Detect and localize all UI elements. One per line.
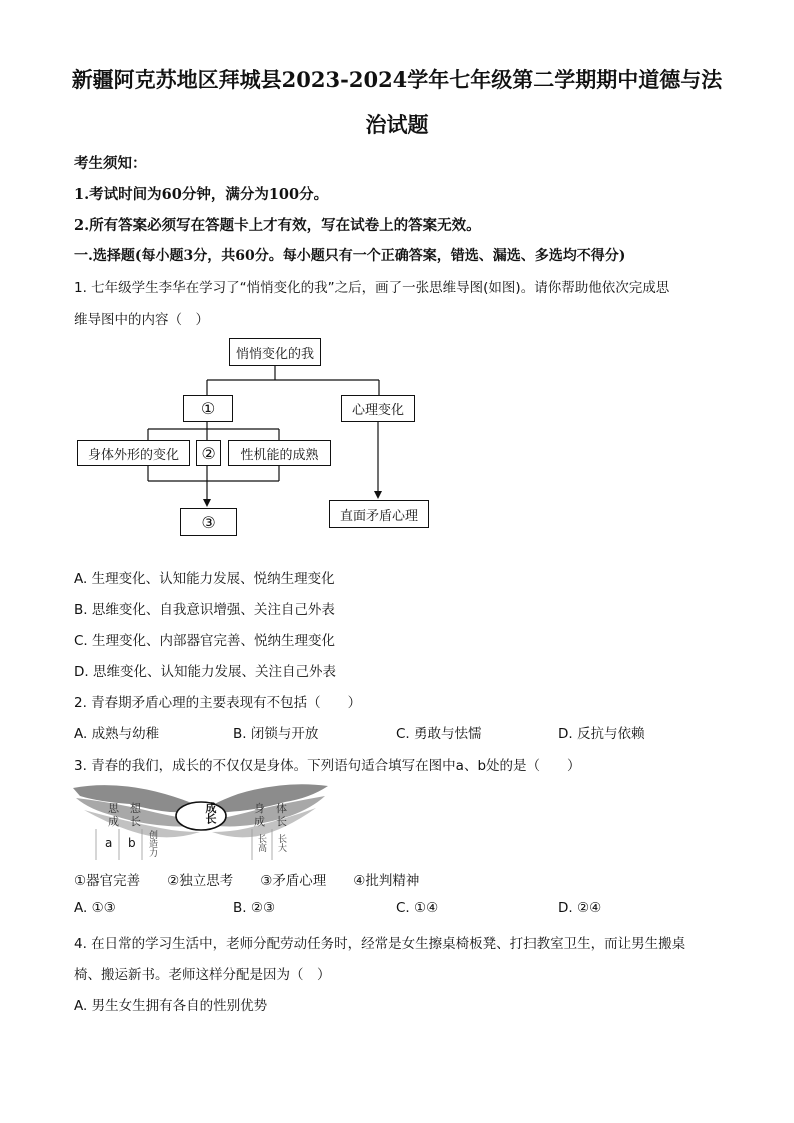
creativity-label: 创造力 <box>147 830 157 857</box>
q3-items: ①器官完善 ②独立思考 ③矛盾心理 ④批判精神 <box>74 873 420 889</box>
node-blank-3: ③ <box>180 508 237 536</box>
q1-stem-line2: 维导图中的内容（ ） <box>74 312 209 328</box>
body-growth-label-2: 成 长 <box>254 815 287 828</box>
q1-option-d[interactable]: D. 思维变化、认知能力发展、关注自己外表 <box>74 664 336 680</box>
body-growth-label-1: 身 体 <box>254 802 287 815</box>
q2-option-b[interactable]: B. 闭锁与开放 <box>233 726 319 742</box>
q4-stem-line1: 4. 在日常的学习生活中，老师分配劳动任务时，经常是女生擦桌椅板凳、打扫教室卫生，而让男生搬桌 <box>74 936 686 952</box>
q4-option-a[interactable]: A. 男生女生拥有各自的性别优势 <box>74 998 268 1014</box>
notice-heading: 考生须知： <box>74 155 147 172</box>
node-blank-1: ① <box>183 395 233 422</box>
q3-option-c[interactable]: C. ①④ <box>396 900 439 916</box>
mind-map-connectors <box>0 0 794 560</box>
q2-option-c[interactable]: C. 勇敢与怯懦 <box>396 726 482 742</box>
q3-option-d[interactable]: D. ②④ <box>558 900 602 916</box>
q2-option-d[interactable]: D. 反抗与依赖 <box>558 726 645 742</box>
exam-title-line2: 治试题 <box>365 112 429 137</box>
thought-growth-label-1: 思 想 <box>108 802 141 815</box>
blank-b: b <box>128 836 136 850</box>
blank-a: a <box>105 836 113 850</box>
node-quietly-changing-me: 悄悄变化的我 <box>229 338 321 366</box>
node-face-contradictions: 直面矛盾心理 <box>329 500 429 528</box>
notice-item-2: 2.所有答案必须写在答题卡上才有效，写在试卷上的答案无效。 <box>74 217 481 234</box>
node-sexual-maturation: 性机能的成熟 <box>228 440 331 466</box>
node-psychological-change: 心理变化 <box>341 395 415 422</box>
q1-option-c[interactable]: C. 生理变化、内部器官完善、悦纳生理变化 <box>74 633 336 649</box>
node-body-shape-change: 身体外形的变化 <box>77 440 190 466</box>
node-blank-2: ② <box>196 440 221 466</box>
q3-stem: 3. 青春的我们，成长的不仅仅是身体。下列语句适合填写在图中a、b处的是（ ） <box>74 758 581 774</box>
exam-title-line1: 新疆阿克苏地区拜城县2023-2024学年七年级第二学期期中道德与法 <box>71 67 723 92</box>
q2-option-a[interactable]: A. 成熟与幼稚 <box>74 726 160 742</box>
q2-stem: 2. 青春期矛盾心理的主要表现有不包括（ ） <box>74 695 362 711</box>
q4-stem-line2: 椅、搬运新书。老师这样分配是因为（ ） <box>74 967 331 983</box>
notice-item-1: 1.考试时间为60分钟，满分为100分。 <box>74 186 329 203</box>
q1-option-b[interactable]: B. 思维变化、自我意识增强、关注自己外表 <box>74 602 335 618</box>
section-heading: 一.选择题(每小题3分，共60分。每小题只有一个正确答案，错选、漏选、多选均不得分) <box>74 248 626 264</box>
growth-center-label: 成长 <box>204 802 217 824</box>
taller-label: 长高 <box>256 834 266 852</box>
bigger-label: 长大 <box>276 834 286 852</box>
q3-option-a[interactable]: A. ①③ <box>74 900 116 916</box>
thought-growth-label-2: 成 长 <box>108 815 141 828</box>
q1-stem-line1: 1. 七年级学生李华在学习了“悄悄变化的我”之后，画了一张思维导图(如图)。请你帮助他依次完成思 <box>74 280 670 296</box>
q1-option-a[interactable]: A. 生理变化、认知能力发展、悦纳生理变化 <box>74 571 335 587</box>
q3-option-b[interactable]: B. ②③ <box>233 900 276 916</box>
